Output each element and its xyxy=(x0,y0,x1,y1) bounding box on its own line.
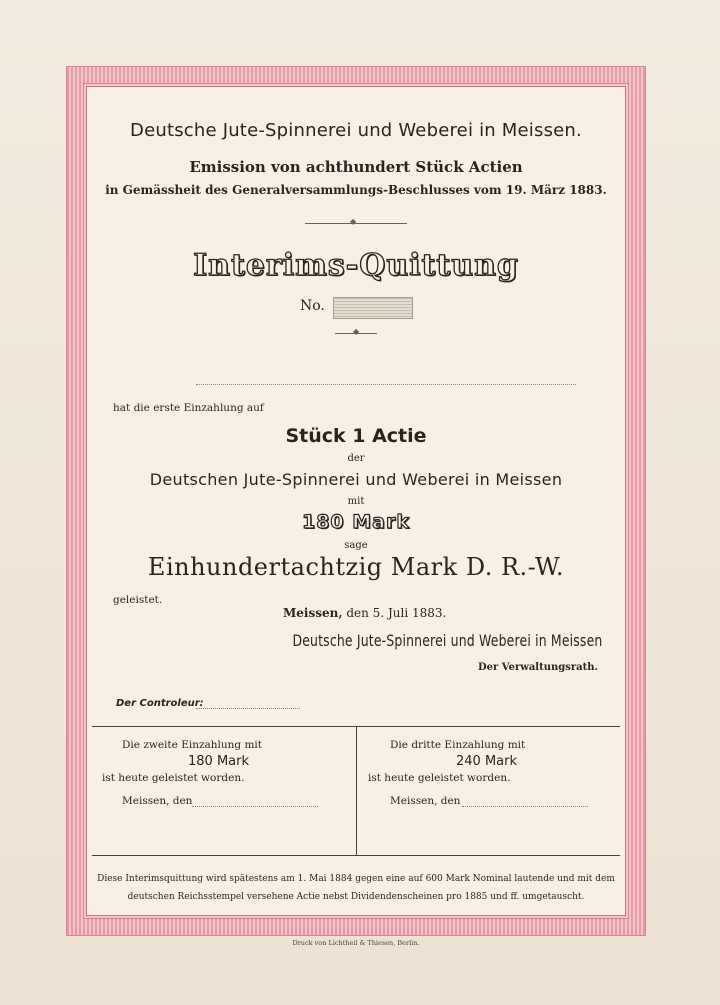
mit-text: mit xyxy=(347,496,365,507)
der-text: der xyxy=(347,453,365,464)
controleur-label: Der Controleur: xyxy=(116,698,204,709)
sage-text: sage xyxy=(344,540,368,551)
place: Meissen, xyxy=(283,606,343,620)
place-date xyxy=(283,606,446,620)
installment-date-line xyxy=(192,806,318,807)
recipient-name-line xyxy=(196,384,576,385)
date: den 5. Juli 1883. xyxy=(346,606,447,620)
shares-count: Stück 1 Actie xyxy=(285,425,427,447)
ornament-dot-bottom: ◆ xyxy=(353,327,360,336)
firm-name: Deutschen Jute-Spinnerei und Weberei in Meissen xyxy=(149,470,563,489)
installment-amount: 240 Mark xyxy=(456,754,518,769)
installment-line2: ist heute geleistet worden. xyxy=(102,772,245,784)
signature-firm: Deutsche Jute-Spinnerei und Weberei in Meissen xyxy=(291,631,602,650)
installment-line1: Die dritte Einzahlung mit xyxy=(390,739,526,751)
controleur-line xyxy=(196,708,300,709)
installment-line2: ist heute geleistet worden. xyxy=(368,772,511,784)
amount-paid: 180 Mark xyxy=(301,511,410,533)
document-title: Interims-Quittung xyxy=(193,248,519,283)
installment-line1: Die zweite Einzahlung mit xyxy=(122,739,263,751)
geleistet-text: geleistet. xyxy=(113,594,163,606)
amount-in-words: Einhundertachtzig Mark D. R.-W. xyxy=(147,553,565,581)
company-heading: Deutsche Jute-Spinnerei und Weberei in Meissen. xyxy=(130,120,582,141)
number-field xyxy=(333,297,413,319)
emission-heading: Emission von achthundert Stück Actien xyxy=(189,158,523,176)
printer-imprint: Druck von Lichtheil & Thiesen, Berlin. xyxy=(292,939,420,947)
installment-amount: 180 Mark xyxy=(188,754,250,769)
installments-table xyxy=(92,726,620,856)
signature-role: Der Verwaltungsrath. xyxy=(477,662,598,673)
exchange-note-line2: deutschen Reichsstempel versehene Actie nebst Dividendenscheinen pro 1885 und ff. umgetauscht. xyxy=(127,892,585,902)
resolution-text: in Gemässheit des Generalversammlungs-Beschlusses vom 19. März 1883. xyxy=(105,183,607,197)
table-divider xyxy=(356,727,357,855)
installment-place: Meissen, den xyxy=(390,795,461,807)
exchange-note xyxy=(86,870,626,906)
ornament-dot-top: ◆ xyxy=(350,217,357,226)
number-label: No. xyxy=(300,298,325,314)
exchange-note-line1: Diese Interimsquittung wird spätestens am 1. Mai 1884 gegen eine auf 600 Mark Nominal lautende und mit dem xyxy=(97,874,615,884)
intro-text: hat die erste Einzahlung auf xyxy=(113,402,264,414)
installment-place: Meissen, den xyxy=(122,795,193,807)
installment-date-line xyxy=(462,806,588,807)
